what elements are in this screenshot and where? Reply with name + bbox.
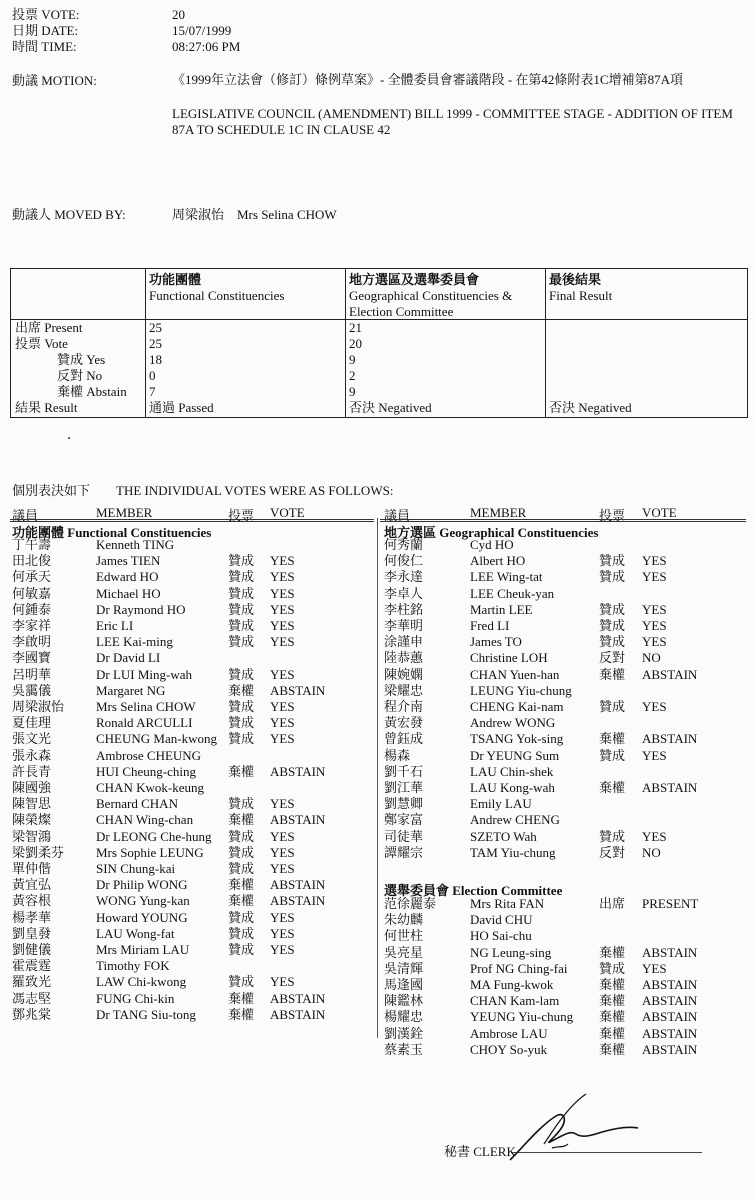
time-value: 08:27:06 PM: [172, 39, 241, 54]
vote-vz: 贊成: [228, 553, 255, 569]
vote-ve: YES: [270, 844, 295, 860]
vote-ve: ABSTAIN: [642, 1009, 698, 1025]
vote-en: CHAN Kwok-keung: [96, 780, 204, 795]
vote-en: SZETO Wah: [470, 828, 537, 844]
vote-en: WONG Yung-kan: [96, 893, 190, 909]
vote-vz: 棄權: [599, 944, 626, 960]
vote-ve: ABSTAIN: [642, 780, 698, 795]
vote-vz: 贊成: [599, 553, 626, 569]
vote-ve: ABSTAIN: [642, 993, 698, 1009]
vote-en: Mrs Miriam LAU: [96, 942, 190, 957]
vote-zh: 劉江華: [384, 780, 424, 795]
summary-final-value: 否決 Negatived: [549, 400, 632, 415]
vote-en: Kenneth TING: [96, 537, 175, 552]
vote-vz: 棄權: [228, 763, 255, 779]
vote-vz: 贊成: [228, 861, 255, 876]
summary-row-label: 贊成 Yes: [57, 352, 106, 367]
vote-ve: YES: [270, 828, 295, 844]
vote-ve: YES: [270, 861, 295, 876]
date-label: 日期 DATE:: [12, 23, 79, 38]
vote-ve: YES: [270, 585, 295, 601]
vote-zh: 鄭家富: [384, 812, 424, 828]
vote-ve: YES: [270, 618, 295, 633]
vote-ve: YES: [270, 731, 295, 747]
vote-ve: YES: [270, 569, 295, 585]
vote-vz: 棄權: [599, 993, 626, 1009]
vote-ve: YES: [270, 601, 295, 617]
vote-en: LEE Kai-ming: [96, 634, 173, 650]
left-header-vote-en: VOTE: [270, 505, 305, 520]
summary-row-label: 投票 Vote: [15, 336, 68, 351]
vote-ve: YES: [642, 601, 667, 617]
vote-en: HO Sai-chu: [470, 928, 532, 944]
vote-vz: 出席: [599, 896, 626, 911]
vote-zh: 夏佳理: [12, 715, 52, 731]
ec-section-title: 選舉委員會 Election Committee: [384, 883, 563, 898]
vote-vz: 贊成: [599, 569, 626, 585]
vote-zh: 張文光: [12, 731, 52, 747]
vote-en: LAU Kong-wah: [470, 780, 555, 795]
left-header-vote-zh: 投票: [228, 508, 255, 523]
vote-ve: YES: [642, 960, 667, 976]
vote-zh: 何承天: [12, 569, 52, 585]
vote-en: Dr LUI Ming-wah: [96, 666, 193, 682]
vote-zh: 梁耀忠: [384, 682, 424, 698]
vote-en: Bernard CHAN: [96, 796, 178, 812]
vote-zh: 單仲偕: [12, 861, 52, 876]
vote-vz: 贊成: [599, 828, 626, 844]
vote-en: Dr David LI: [96, 650, 161, 666]
vote-zh: 劉健儀: [12, 942, 52, 957]
vote-zh: 黃宜弘: [12, 877, 52, 893]
vote-vz: 棄權: [599, 1025, 626, 1041]
summary-fc-value: 7: [149, 384, 156, 399]
vote-en: LAU Chin-shek: [470, 763, 554, 779]
vote-zh: 涂謹申: [384, 634, 424, 650]
vote-vz: 贊成: [599, 960, 626, 976]
vote-vz: 贊成: [228, 925, 255, 941]
time-label: 時間 TIME:: [12, 39, 77, 54]
summary-fc-value: 25: [149, 320, 162, 335]
vote-en: Dr YEUNG Sum: [470, 747, 560, 763]
vote-zh: 馬逢國: [384, 977, 424, 992]
vote-vz: 贊成: [228, 909, 255, 925]
vote-zh: 劉千石: [384, 763, 424, 779]
vote-en: Mrs Rita FAN: [470, 896, 545, 911]
right-header-vote-zh: 投票: [599, 508, 626, 523]
vote-en: David CHU: [470, 912, 533, 928]
vote-zh: 朱幼麟: [384, 912, 424, 928]
vote-en: MA Fung-kwok: [470, 977, 554, 992]
vote-ve: ABSTAIN: [270, 812, 326, 828]
vote-en: Mrs Sophie LEUNG: [96, 844, 204, 860]
vote-zh: 蔡素玉: [384, 1041, 424, 1057]
vote-zh: 李國寶: [12, 650, 52, 666]
vote-vz: 贊成: [228, 569, 255, 585]
vote-en: James TO: [470, 634, 522, 650]
left-header-member-en: MEMBER: [96, 505, 153, 520]
vote-ve: YES: [642, 553, 667, 569]
vote-ve: YES: [270, 942, 295, 957]
left-header-member-zh: 議員: [12, 508, 39, 523]
vote-zh: 何世柱: [384, 928, 424, 944]
summary-gc-value: 2: [349, 368, 356, 383]
vote-vz: 贊成: [228, 585, 255, 601]
gc-section-title: 地方選區 Geographical Constituencies: [384, 525, 599, 540]
motion-text-chinese: 《1999年立法會（修訂）條例草案》- 全體委員會審議階段 - 在第42條附表1C增補第87A項: [172, 72, 683, 87]
vote-ve: ABSTAIN: [270, 682, 326, 698]
vote-zh: 楊森: [384, 747, 411, 763]
vote-vz: 贊成: [599, 699, 626, 714]
vote-en: Albert HO: [470, 553, 526, 569]
summary-gc-value: 9: [349, 384, 356, 399]
vote-zh: 劉皇發: [12, 925, 52, 941]
vote-ve: YES: [270, 909, 295, 925]
vote-en: James TIEN: [96, 553, 161, 569]
vote-zh: 李柱銘: [384, 601, 424, 617]
vote-ve: ABSTAIN: [642, 944, 698, 960]
vote-en: Ronald ARCULLI: [96, 715, 193, 731]
summary-gc-value: 21: [349, 320, 362, 335]
vote-vz: 棄權: [599, 780, 626, 795]
vote-en: LEE Wing-tat: [470, 569, 543, 585]
summary-row-label: 出席 Present: [15, 320, 83, 335]
vote-zh: 陳國強: [12, 780, 52, 795]
vote-zh: 張永森: [12, 747, 52, 763]
vote-zh: 梁劉柔芬: [12, 844, 65, 860]
vote-zh: 曾鈺成: [384, 731, 424, 747]
vote-ve: ABSTAIN: [270, 893, 326, 909]
vote-en: Andrew CHENG: [470, 812, 560, 828]
vote-ve: YES: [642, 634, 667, 650]
summary-gc-value: 9: [349, 352, 356, 367]
vote-ve: ABSTAIN: [270, 763, 326, 779]
vote-zh: 吳亮星: [384, 944, 424, 960]
summary-fc-value: 25: [149, 336, 162, 351]
vote-zh: 羅致光: [12, 974, 52, 990]
summary-row-label: 結果 Result: [15, 400, 78, 415]
summary-fc-value: 18: [149, 352, 162, 367]
vote-en: CHAN Kam-lam: [470, 993, 560, 1009]
vote-en: LAW Chi-kwong: [96, 974, 187, 990]
moved-by-value: 周梁淑怡 Mrs Selina CHOW: [172, 207, 337, 222]
vote-vz: 贊成: [599, 618, 626, 633]
vote-ve: YES: [270, 666, 295, 682]
vote-vz: 贊成: [228, 618, 255, 633]
vote-zh: 陸恭蕙: [384, 650, 424, 666]
vote-en: LEUNG Yiu-chung: [470, 682, 572, 698]
moved-by-row: [12, 204, 337, 223]
vote-en: Christine LOH: [470, 650, 548, 666]
vote-value: 20: [172, 7, 185, 22]
vote-zh: 李卓人: [384, 585, 424, 601]
clerk-label: 秘書 CLERK: [444, 1144, 516, 1159]
vote-vz: 反對: [599, 650, 626, 666]
vote-zh: 許長青: [12, 763, 52, 779]
vote-ve: YES: [642, 569, 667, 585]
vote-en: TSANG Yok-sing: [470, 731, 564, 747]
vote-en: YEUNG Yiu-chung: [470, 1009, 574, 1025]
vote-vz: 贊成: [228, 715, 255, 731]
vote-zh: 陳鑑林: [384, 993, 424, 1009]
summary-fc-value: 通過 Passed: [149, 400, 214, 415]
vote-en: Edward HO: [96, 569, 159, 585]
vote-ve: ABSTAIN: [642, 666, 698, 682]
vote-en: Dr Raymond HO: [96, 601, 186, 617]
vote-en: HUI Cheung-ching: [96, 763, 197, 779]
vote-ve: YES: [642, 747, 667, 763]
vote-vz: 贊成: [228, 942, 255, 957]
vote-zh: 吳清輝: [384, 960, 424, 976]
vote-zh: 何秀蘭: [384, 537, 424, 552]
vote-ve: PRESENT: [642, 896, 699, 911]
vote-vz: 棄權: [599, 977, 626, 992]
vote-en: CHAN Yuen-han: [470, 666, 560, 682]
vote-vz: 贊成: [228, 731, 255, 747]
vote-en: LAU Wong-fat: [96, 925, 175, 941]
col-final-result: 最後結果 Final Result: [549, 272, 613, 303]
vote-vz: 棄權: [599, 666, 626, 682]
vote-vz: 贊成: [228, 666, 255, 682]
vote-ve: ABSTAIN: [642, 731, 698, 747]
vote-en: Dr Philip WONG: [96, 877, 188, 893]
vote-ve: ABSTAIN: [270, 877, 326, 893]
vote-zh: 楊孝華: [12, 909, 52, 925]
summary-fc-value: 0: [149, 368, 156, 383]
vote-ve: YES: [642, 828, 667, 844]
vote-vz: 棄權: [599, 1041, 626, 1057]
vote-en: CHEUNG Man-kwong: [96, 731, 217, 747]
votes-title: 個別表決如下 THE INDIVIDUAL VOTES WERE AS FOLLOWS:: [12, 483, 394, 498]
vote-ve: ABSTAIN: [642, 977, 698, 992]
vote-en: Margaret NG: [96, 682, 166, 698]
vote-zh: 劉慧卿: [384, 796, 424, 812]
vote-vz: 棄權: [228, 990, 255, 1006]
vote-en: CHENG Kai-nam: [470, 699, 564, 714]
vote-en: NG Leung-sing: [470, 944, 552, 960]
vote-en: FUNG Chi-kin: [96, 990, 175, 1006]
right-header-vote-en: VOTE: [642, 505, 677, 520]
vote-zh: 楊耀忠: [384, 1009, 424, 1025]
vote-en: Dr LEONG Che-hung: [96, 828, 212, 844]
vote-zh: 范徐麗泰: [384, 896, 437, 911]
vote-zh: 陳榮燦: [12, 812, 52, 828]
vote-zh: 譚耀宗: [384, 844, 424, 860]
vote-vz: 贊成: [599, 747, 626, 763]
vote-en: Martin LEE: [470, 601, 533, 617]
vote-zh: 吳靄儀: [12, 682, 52, 698]
vote-zh: 霍震霆: [12, 958, 52, 974]
vote-ve: YES: [270, 925, 295, 941]
vote-en: Ambrose CHEUNG: [96, 747, 202, 763]
vote-en: Prof NG Ching-fai: [470, 960, 568, 976]
vote-en: Cyd HO: [470, 537, 514, 552]
vote-en: Dr TANG Siu-tong: [96, 1006, 196, 1022]
vote-ve: YES: [270, 699, 295, 714]
vote-en: Timothy FOK: [96, 958, 170, 974]
vote-label: 投票 VOTE:: [12, 7, 80, 22]
vote-en: Emily LAU: [470, 796, 532, 812]
vote-zh: 李華明: [384, 618, 424, 633]
vote-vz: 棄權: [599, 731, 626, 747]
vote-zh: 田北俊: [12, 553, 52, 569]
vote-en: SIN Chung-kai: [96, 861, 176, 876]
col-geographical: 地方選區及選舉委員會 Geographical Constituencies & Election Committee: [349, 272, 513, 319]
vote-zh: 陳智思: [12, 796, 52, 812]
vote-zh: 馮志堅: [12, 990, 52, 1006]
vote-ve: YES: [270, 715, 295, 731]
vote-vz: 反對: [599, 844, 626, 860]
vote-ve: YES: [642, 618, 667, 633]
vote-vz: 贊成: [599, 634, 626, 650]
motion-label: 動議 MOTION:: [12, 73, 97, 88]
vote-en: Eric LI: [96, 618, 134, 633]
vote-en: Howard YOUNG: [96, 909, 188, 925]
vote-zh: 程介南: [384, 699, 424, 714]
vote-en: Mrs Selina CHOW: [96, 699, 196, 714]
vote-ve: ABSTAIN: [270, 1006, 326, 1022]
vote-zh: 李啟明: [12, 634, 52, 650]
vote-ve: YES: [270, 634, 295, 650]
vote-zh: 何俊仁: [384, 553, 424, 569]
vote-vz: 贊成: [228, 634, 255, 650]
vote-zh: 梁智鴻: [12, 828, 52, 844]
vote-vz: 棄權: [228, 682, 255, 698]
vote-vz: 贊成: [599, 601, 626, 617]
vote-zh: 何敏嘉: [12, 585, 52, 601]
vote-vz: 棄權: [599, 1009, 626, 1025]
vote-en: Fred LI: [470, 618, 510, 633]
vote-ve: ABSTAIN: [270, 990, 326, 1006]
vote-vz: 棄權: [228, 1006, 255, 1022]
column-divider: [377, 518, 378, 1038]
vote-en: LEE Cheuk-yan: [470, 585, 555, 601]
moved-by-label: 動議人 MOVED BY:: [12, 207, 126, 222]
vote-en: Ambrose LAU: [470, 1025, 548, 1041]
vote-zh: 鄧兆棠: [12, 1006, 52, 1022]
clerk-signature-icon: [506, 1086, 646, 1166]
right-header-member-zh: 議員: [384, 508, 411, 523]
summary-table: [10, 268, 748, 418]
vote-vz: 贊成: [228, 844, 255, 860]
date-value: 15/07/1999: [172, 23, 232, 38]
vote-vz: 棄權: [228, 877, 255, 893]
vote-ve: NO: [642, 844, 661, 860]
vote-vz: 贊成: [228, 601, 255, 617]
vote-en: CHOY So-yuk: [470, 1041, 548, 1057]
vote-vz: 贊成: [228, 796, 255, 812]
vote-zh: 劉漢銓: [384, 1025, 424, 1041]
vote-zh: 李家祥: [12, 618, 52, 633]
vote-en: TAM Yiu-chung: [470, 844, 556, 860]
right-header-member-en: MEMBER: [470, 505, 527, 520]
vote-ve: NO: [642, 650, 661, 666]
vote-zh: 司徒華: [384, 828, 424, 844]
vote-zh: 何鍾泰: [12, 601, 52, 617]
vote-vz: 棄權: [228, 893, 255, 909]
vote-ve: YES: [270, 553, 295, 569]
summary-gc-value: 否決 Negatived: [349, 400, 432, 415]
vote-zh: 呂明華: [12, 666, 52, 682]
vote-vz: 贊成: [228, 974, 255, 990]
summary-row-label: 棄權 Abstain: [57, 384, 127, 399]
summary-gc-value: 20: [349, 336, 362, 351]
summary-row-label: 反對 No: [57, 368, 103, 383]
vote-zh: 丁午壽: [12, 537, 52, 552]
vote-vz: 贊成: [228, 828, 255, 844]
motion-text-english: LEGISLATIVE COUNCIL (AMENDMENT) BILL 1999 - COMMITTEE STAGE - ADDITION OF ITEM 87A TO SCHEDULE 1C IN CLAUSE 42: [172, 106, 733, 137]
vote-zh: 周梁淑怡: [12, 699, 65, 714]
vote-ve: ABSTAIN: [642, 1041, 698, 1057]
vote-ve: ABSTAIN: [642, 1025, 698, 1041]
vote-en: Michael HO: [96, 585, 161, 601]
fc-section-title: 功能團體 Functional Constituencies: [12, 525, 212, 540]
vote-en: Andrew WONG: [470, 715, 556, 731]
vote-vz: 棄權: [228, 812, 255, 828]
vote-ve: YES: [270, 974, 295, 990]
vote-ve: YES: [642, 699, 667, 714]
vote-zh: 黃宏發: [384, 715, 424, 731]
vote-zh: 李永達: [384, 569, 424, 585]
col-functional: 功能團體 Functional Constituencies: [149, 272, 285, 303]
vote-en: CHAN Wing-chan: [96, 812, 194, 828]
vote-zh: 陳婉嫻: [384, 666, 424, 682]
vote-vz: 贊成: [228, 699, 255, 714]
vote-ve: YES: [270, 796, 295, 812]
vote-zh: 黃容根: [12, 893, 52, 909]
